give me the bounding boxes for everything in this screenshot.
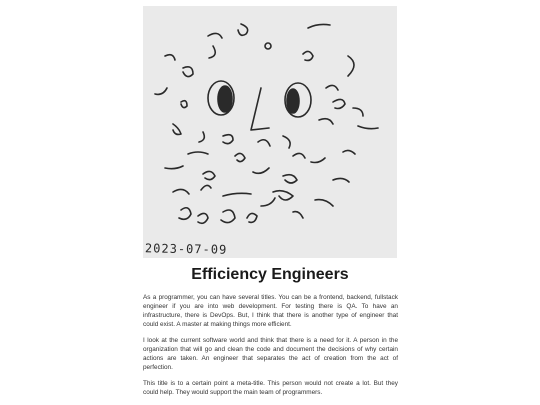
article-sketch-image <box>143 6 397 258</box>
sketch-date-label: 2023-07-09 <box>144 241 228 257</box>
article-title: Efficiency Engineers <box>191 266 349 283</box>
article-body <box>143 293 398 404</box>
article-paragraph-1: As a programmer, you can have several titles. You can be a frontend, backend, fullstack engineer if you are into web development. For testing there is QA. To have an infrastructure, there is DevOps. But, I think that there is another type of engineer that could exist. A master at making things more efficient. <box>143 294 398 328</box>
nose-icon <box>251 88 269 130</box>
article-paragraph-3: This title is to a certain point a meta-title. This person would not create a lot. But they could help. They would support the main team of programmers. <box>143 380 398 396</box>
right-eye-icon <box>285 83 311 117</box>
article-paragraph-2: I look at the current software world and think that there is a need for it. A person in the organization that will go and clean the code and document the decisions of why certain actions are taken. An engineer that separates the act of creation from the act of perfection. <box>143 337 398 371</box>
left-eye-icon <box>208 81 234 115</box>
